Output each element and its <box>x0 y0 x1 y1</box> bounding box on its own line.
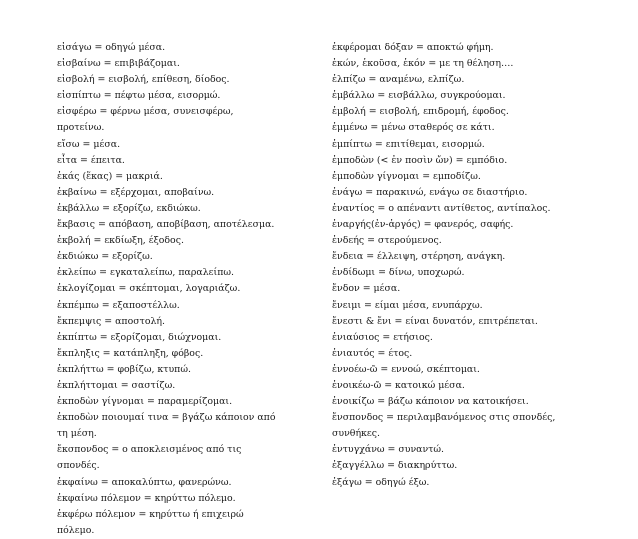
glossary-entry: ἐνοικίζω = βάζω κάποιον να κατοικήσει. <box>332 396 529 408</box>
glossary-entry: εἶτα = έπειτα. <box>57 154 125 166</box>
glossary-entry: ἔκσπονδος = ο αποκλεισμένος από τις σπονδές. <box>57 444 242 472</box>
left-column <box>57 40 283 539</box>
glossary-entry: ἐκποδὼν ποιουμαί τινα = βγάζω κάποιον από τη μέση. <box>57 412 276 440</box>
glossary-entry: εἰσφέρω = φέρνω μέσα, συνεισφέρω, προτείνω. <box>57 106 234 134</box>
glossary-entry: ἐκβαίνω = εξέρχομαι, αποβαίνω. <box>57 186 215 198</box>
glossary-entry: ἐκπέμπω = εξαποστέλλω. <box>57 299 180 311</box>
glossary-entry: ἑκών, ἑκοῦσα, ἑκόν = με τη θέληση…. <box>332 58 514 70</box>
glossary-entry: ἐλπίζω = αναμένω, ελπίζω. <box>332 74 465 86</box>
glossary-entry: ἐκπλήττω = φοβίζω, κτυπώ. <box>57 363 191 375</box>
glossary-entry: ἔνσπονδος = περιλαμβανόμενος στις σπονδές, συνθήκες. <box>332 412 556 440</box>
glossary-entry: ἐκποδὼν γίγνομαι = παραμερίζομαι. <box>57 396 233 408</box>
glossary-entry: ἔνδεια = έλλειψη, στέρηση, ανάγκη. <box>332 251 506 263</box>
glossary-entry: ἐνοικέω-ῶ = κατοικώ μέσα. <box>332 379 465 391</box>
glossary-entry: ἐκφέρομαι δόξαν = αποκτώ φήμη. <box>332 42 494 53</box>
glossary-entry: ἐντυγχάνω = συναντώ. <box>332 444 445 456</box>
glossary-entry: ἐκφαίνω πόλεμον = κηρύττω πόλεμο. <box>57 492 236 504</box>
glossary-entry: εἰσπίπτω = πέφτω μέσα, εισορμώ. <box>57 90 221 102</box>
glossary-entry: εἰσάγω = οδηγώ μέσα. <box>57 42 166 53</box>
glossary-entry: ἐναργής(ἐν-ἀργός) = φανερός, σαφής. <box>332 219 514 231</box>
glossary-entry: ἔνεστι & ἔνι = είναι δυνατόν, επιτρέπεται. <box>332 315 538 327</box>
right-column <box>332 40 558 491</box>
glossary-entry: ἐξαγγέλλω = διακηρύττω. <box>332 460 458 472</box>
glossary-entry: ἐξάγω = οδηγώ έξω. <box>332 476 430 488</box>
glossary-entry: ἐμβολή = εισβολή, επιδρομή, έφοδος. <box>332 106 509 118</box>
glossary-entry: ἐνιαυτός = έτος. <box>332 347 413 359</box>
glossary-entry: ἐμποδὼν γίγνομαι = εμποδίζω. <box>332 170 481 182</box>
glossary-entry: ἔκπληξις = κατάπληξη, φόβος. <box>57 347 204 359</box>
glossary-entry: ἔνειμι = είμαι μέσα, ενυπάρχω. <box>332 299 483 311</box>
glossary-entry: ἐκπλήττομαι = σαστίζω. <box>57 379 176 391</box>
glossary-entry: ἐκβάλλω = εξορίζω, εκδιώκω. <box>57 202 201 214</box>
glossary-entry: ἐκλείπω = εγκαταλείπω, παραλείπω. <box>57 267 234 279</box>
glossary-entry: ἐνάγω = παρακινώ, ενάγω σε διαστήριο. <box>332 186 528 198</box>
glossary-entry: ἐμπίπτω = επιτίθεμαι, εισορμώ. <box>332 138 485 150</box>
glossary-entry: ἑκάς (ἕκας) = μακριά. <box>57 170 163 182</box>
glossary-entry: ἐκδιώκω = εξορίζω. <box>57 251 153 263</box>
glossary-entry: ἐμμένω = μένω σταθερός σε κάτι. <box>332 122 495 134</box>
glossary-entry: ἐμποδὼν (< ἐν ποσὶν ὤν) = εμπόδιο. <box>332 154 508 166</box>
glossary-entry: ἐναντίος = ο απέναντι αντίθετος, αντίπαλος. <box>332 202 551 214</box>
glossary-entry: ἐνδεής = στερούμενος. <box>332 235 442 247</box>
glossary-entry: ἐκλογίζομαι = σκέπτομαι, λογαριάζω. <box>57 283 241 295</box>
glossary-entry: ἐκφαίνω = αποκαλύπτω, φανερώνω. <box>57 476 232 488</box>
glossary-entry: ἐκπίπτω = εξορίζομαι, διώχνομαι. <box>57 331 222 343</box>
glossary-entry: εἴσω = μέσα. <box>57 138 121 150</box>
glossary-entry: εἰσβολή = εισβολή, επίθεση, δίοδος. <box>57 74 230 86</box>
glossary-entry: ἐνιαύσιος = ετήσιος. <box>332 331 433 343</box>
glossary-entry: ἔκβασις = απόβαση, αποβίβαση, αποτέλεσμα. <box>57 219 275 231</box>
glossary-entry: ἐκβολή = εκδίωξη, έξοδος. <box>57 235 184 247</box>
glossary-entry: ἐκφέρω πόλεμον = κηρύττω ή επιχειρώ πόλεμο. <box>57 508 244 536</box>
glossary-entry: ἐνδίδωμι = δίνω, υποχωρώ. <box>332 267 465 279</box>
glossary-entry: ἐμβάλλω = εισβάλλω, συγκρούομαι. <box>332 90 506 102</box>
glossary-entry: ἔνδον = μέσα. <box>332 283 401 295</box>
glossary-entry: ἐννοέω-ῶ = εννοώ, σκέπτομαι. <box>332 363 480 375</box>
glossary-entry: εἰσβαίνω = επιβιβάζομαι. <box>57 58 180 70</box>
glossary-entry: ἔκπεμψις = αποστολή. <box>57 315 166 327</box>
